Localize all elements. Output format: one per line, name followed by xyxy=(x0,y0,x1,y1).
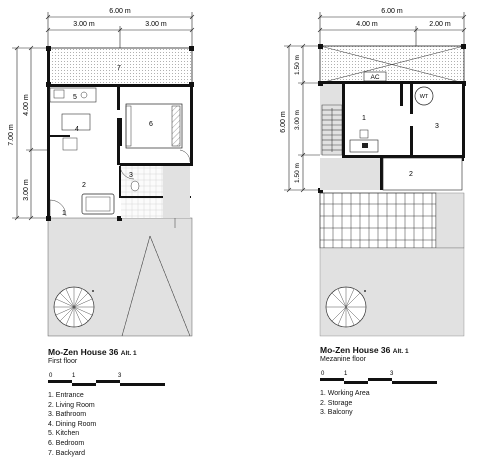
wardrobe xyxy=(118,118,122,144)
mezzanine-scale-bar xyxy=(320,371,437,384)
bed-headboard xyxy=(172,106,180,146)
mez-scale-label-0: 0 xyxy=(321,371,325,377)
first-floor-legend xyxy=(48,391,96,458)
ac-label: AC xyxy=(370,74,380,81)
scale-label-3: 3 xyxy=(118,373,122,379)
legend-item: 6. Bedroom xyxy=(48,439,85,447)
scale-label-1: 1 xyxy=(72,373,76,379)
room-number-working-area: 1 xyxy=(362,115,366,122)
legend-item: 7. Backyard xyxy=(48,449,85,457)
tree-symbol xyxy=(54,287,94,327)
legend-item: 2. Living Room xyxy=(48,401,95,409)
mezzanine-void-left xyxy=(320,83,342,155)
side-garden xyxy=(163,166,190,218)
legend-item: 2. Storage xyxy=(320,399,353,407)
mezzanine-dim-height-total: 6.00 m xyxy=(280,111,287,133)
first-floor-left-dimensions xyxy=(12,46,48,220)
mezzanine-title: Mo-Zen House 36 Alt. 1 xyxy=(320,345,409,355)
first-floor-scale-bar xyxy=(48,373,165,386)
carport-roof-deck xyxy=(320,193,436,248)
water-tank-label: WT xyxy=(419,94,429,100)
first-floor-dim-height-lower: 3.00 m xyxy=(23,179,30,201)
room-number-balcony: 3 xyxy=(435,123,439,130)
mezzanine-dim-height-b: 3.00 m xyxy=(294,110,301,130)
room-number-bedroom: 6 xyxy=(149,121,153,128)
mezzanine-subtitle: Mezanine floor xyxy=(320,356,366,363)
room-number-storage: 2 xyxy=(409,171,413,178)
first-floor-top-dimensions xyxy=(46,12,194,48)
room-number-dining: 4 xyxy=(75,126,79,133)
first-floor-dim-height-total: 7.00 m xyxy=(8,124,15,146)
mezzanine-dim-right: 2.00 m xyxy=(429,21,451,28)
room-number-kitchen: 5 xyxy=(73,94,77,101)
legend-item: 1. Working Area xyxy=(320,390,370,397)
first-floor-caption xyxy=(48,347,137,365)
mezzanine-floor-plan xyxy=(280,8,466,384)
bathroom-lower-floor xyxy=(121,198,163,218)
mezzanine-tree-symbol xyxy=(326,287,366,327)
legend-item: 1. Entrance xyxy=(48,392,84,399)
mezzanine-left-dimensions xyxy=(284,44,320,192)
mezzanine-dim-height-c: 1.50 m xyxy=(294,163,301,183)
first-floor-dim-height-upper: 4.00 m xyxy=(23,94,30,116)
toilet xyxy=(131,181,139,191)
mezzanine-caption xyxy=(320,345,409,363)
legend-item: 4. Dining Room xyxy=(48,420,97,428)
mez-scale-label-3: 3 xyxy=(390,371,394,377)
first-floor-dim-left: 3.00 m xyxy=(73,21,95,28)
first-floor-dim-total: 6.00 m xyxy=(109,8,131,15)
mezzanine-dim-left: 4.00 m xyxy=(356,21,378,28)
first-floor-plan xyxy=(8,8,194,386)
room-number-backyard: 7 xyxy=(117,65,121,72)
scale-label-0: 0 xyxy=(49,373,53,379)
legend-item: 5. Kitchen xyxy=(48,430,80,438)
legend-item: 3. Balcony xyxy=(320,409,353,417)
room-number-bathroom: 3 xyxy=(129,172,133,179)
mezzanine-void-lower xyxy=(320,158,380,190)
first-floor-title: Mo-Zen House 36 Alt. 1 xyxy=(48,347,137,357)
legend-item: 3. Bathroom xyxy=(48,411,87,419)
room-number-living: 2 xyxy=(82,182,86,189)
first-floor-subtitle: First floor xyxy=(48,358,78,365)
mezzanine-legend xyxy=(320,389,370,418)
first-floor-dim-right: 3.00 m xyxy=(145,21,167,28)
room-number-entrance: 1 xyxy=(62,210,66,217)
mezzanine-top-dimensions xyxy=(318,12,466,46)
mez-scale-label-1: 1 xyxy=(344,371,348,377)
mezzanine-dim-height-a: 1.50 m xyxy=(294,55,301,75)
storage-room xyxy=(383,158,462,190)
dining-bench xyxy=(63,138,77,150)
mezzanine-dim-total: 6.00 m xyxy=(381,8,403,15)
